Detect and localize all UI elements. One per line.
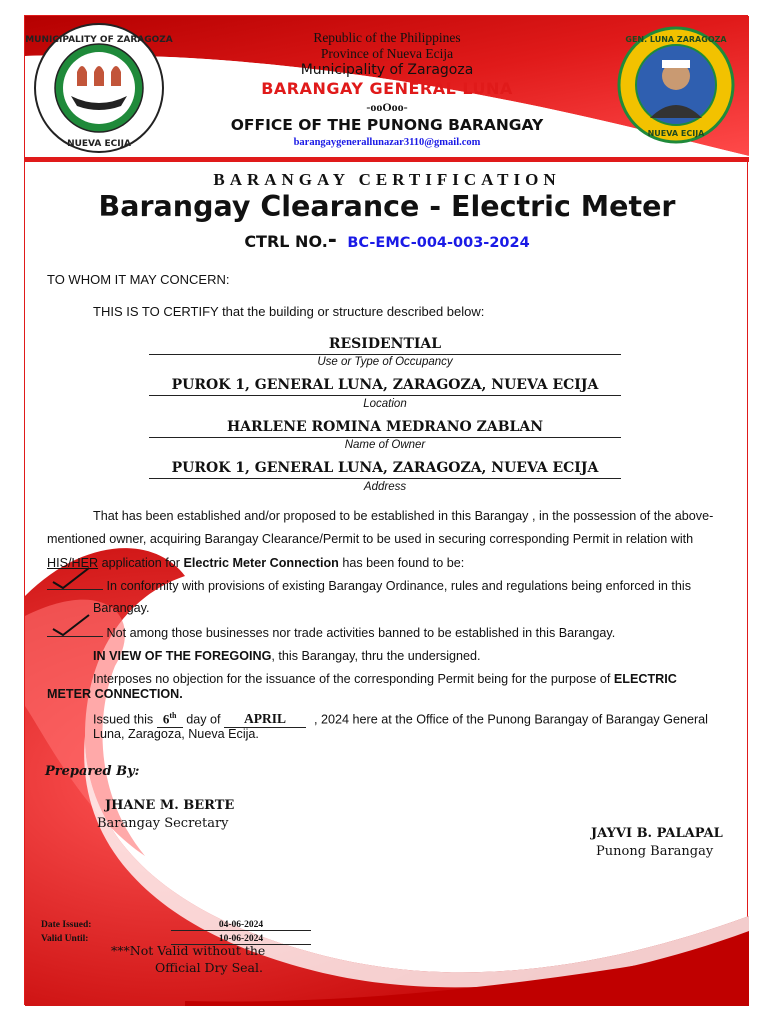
date-issued-value: 04-06-2024 [171, 920, 311, 931]
date-issued-label: Date Issued: [41, 920, 92, 930]
address-value: PUROK 1, GENERAL LUNA, ZARAGOZA, NUEVA ECIJA [149, 460, 621, 479]
location-label: Location [363, 398, 407, 410]
seal-bottom-text: NUEVA ECIJA [67, 139, 131, 149]
purpose-bold: Electric Meter Connection [183, 556, 339, 570]
ctrl-dash: - [327, 228, 337, 253]
seal-bottom-text: NUEVA ECIJA [647, 129, 705, 138]
certification-kicker: BARANGAY CERTIFICATION [213, 170, 561, 189]
ctrl-label: CTRL NO. [244, 232, 328, 251]
location-value: PUROK 1, GENERAL LUNA, ZARAGOZA, NUEVA ECIJA [149, 377, 621, 396]
foregoing-line: IN VIEW OF THE FOREGOING, this Barangay, thru the undersigned. [93, 649, 481, 663]
para-line-1: That has been established and/or proposed to be established in this Barangay , in the possession of the above- [93, 509, 714, 523]
header-ornament: -ooOoo- [366, 100, 408, 114]
valid-until-label: Valid Until: [41, 934, 89, 944]
para-line-2: mentioned owner, acquiring Barangay Clearance/Permit to be used in securing corresponding Permit in relation with [47, 532, 694, 546]
certificate-page [24, 15, 748, 1005]
interposes-line-2: METER CONNECTION. [47, 687, 183, 701]
captain-name: JAYVI B. PALAPAL [591, 826, 723, 841]
check-item-1: In conformity with provisions of existing Barangay Ordinance, rules and regulations being enforced in this [47, 578, 691, 593]
certify-statement: THIS IS TO CERTIFY that the building or structure described below: [93, 304, 485, 319]
owner-name-label: Name of Owner [344, 439, 426, 451]
header-office: OFFICE OF THE PUNONG BARANGAY [230, 116, 544, 134]
checkmark-blank [47, 578, 103, 590]
issued-day: 6th [157, 711, 183, 728]
checkmark-icon [49, 613, 105, 639]
not-valid-note-line2: Official Dry Seal. [155, 960, 263, 975]
issued-line: Issued this 6th day of APRIL , 2024 here at the Office of the Punong Barangay of Barangay General [93, 711, 708, 727]
address-label: Address [363, 481, 407, 493]
salutation: TO WHOM IT MAY CONCERN: [47, 272, 230, 287]
document-title: Barangay Clearance - Electric Meter [98, 190, 676, 223]
header-municipality: Municipality of Zaragoza [300, 62, 474, 78]
occupancy-type-value: RESIDENTIAL [149, 336, 621, 355]
check-item-1-cont: Barangay. [93, 601, 150, 615]
seal-top-text: MUNICIPALITY OF ZARAGOZA [25, 35, 173, 45]
interposes-line: Interposes no objection for the issuance of the corresponding Permit being for the purpose of ELECTRIC [93, 672, 677, 686]
issued-line-2: Luna, Zaragoza, Nueva Ecija. [93, 727, 259, 741]
valid-until-value: 10-06-2024 [171, 934, 311, 945]
captain-title: Punong Barangay [596, 844, 714, 859]
seal-top-text: GEN. LUNA ZARAGOZA [625, 35, 727, 44]
control-number-line [25, 228, 749, 253]
owner-name-value: HARLENE ROMINA MEDRANO ZABLAN [149, 419, 621, 438]
checkmark-icon [49, 566, 105, 592]
occupancy-type-label: Use or Type of Occupancy [317, 356, 453, 368]
checkmark-blank [47, 625, 103, 637]
check-item-2: Not among those businesses nor trade activities banned to be established in this Barangay. [47, 625, 615, 640]
his-her-text: HIS/HER [47, 556, 99, 570]
header-email: barangaygenerallunazar3110@gmail.com [293, 137, 481, 148]
secretary-title: Barangay Secretary [97, 816, 229, 831]
prepared-by-label: Prepared By: [45, 764, 140, 779]
header-barangay: BARANGAY GENERAL LUNA [261, 79, 513, 98]
secretary-name: JHANE M. BERTE [105, 798, 235, 813]
not-valid-note-line1: ***Not Valid without the [111, 943, 266, 958]
ctrl-number: BC-EMC-004-003-2024 [347, 235, 530, 251]
issued-month: APRIL [224, 711, 306, 728]
header-province: Province of Nueva Ecija [320, 46, 454, 61]
header-republic: Republic of the Philippines [313, 30, 461, 45]
para-line-3: HIS/HER application for Electric Meter Connection has been found to be: [47, 556, 465, 570]
